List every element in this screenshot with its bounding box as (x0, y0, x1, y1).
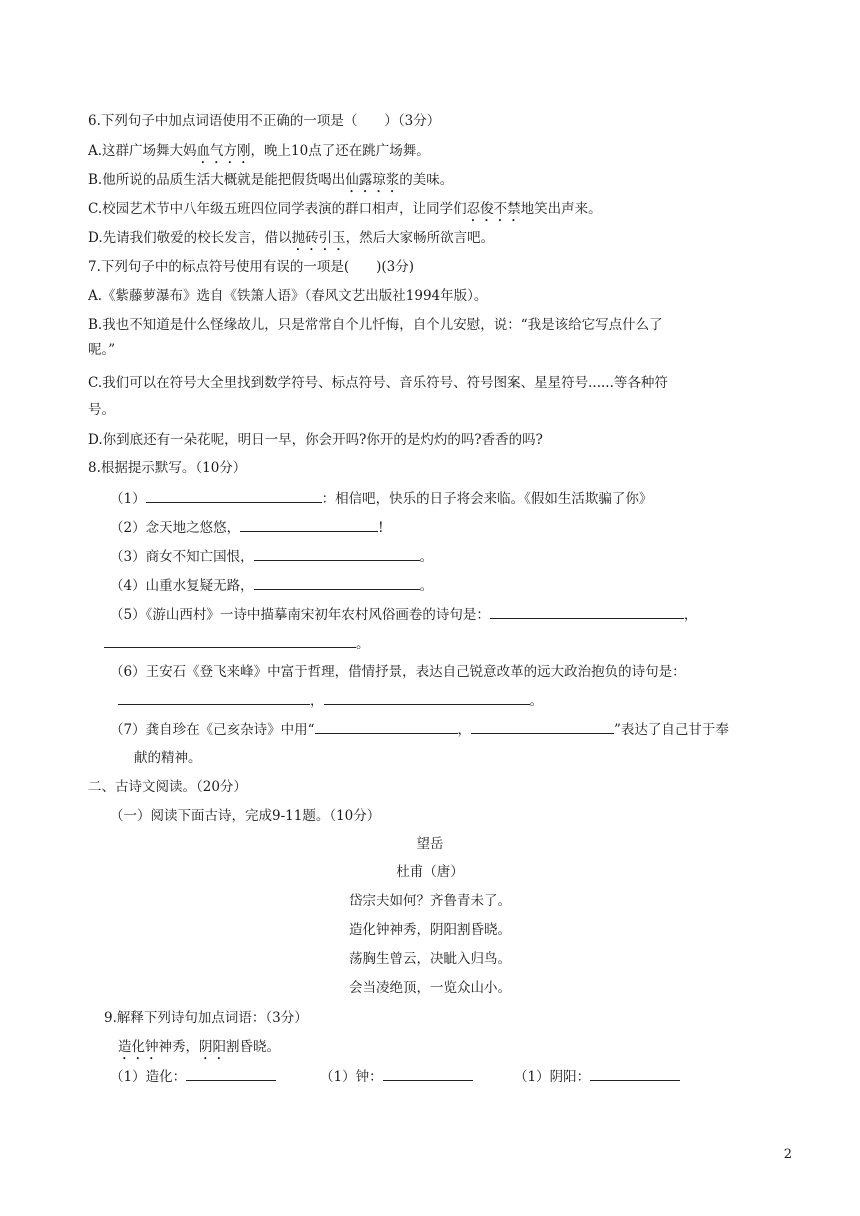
q8-item-3: （3）商女不知亡国恨， 。 (110, 546, 433, 567)
answer-blank[interactable] (254, 546, 420, 561)
q8-item-7-line2: 献的精神。 (134, 750, 202, 766)
q6-option-c: C.校园艺术节中八年级五班四位同学表演的群口相声，让同学们忍俊不禁地笑出声来。 (88, 201, 602, 217)
q9-sentence: 造化钟神秀，阴阳割昏晓。 (118, 1039, 280, 1055)
q7-option-b-line1: B.我也不知道是什么怪缘故儿，只是常常自个儿忏悔，自个儿安慰，说：“我是该给它写点什么了 (88, 317, 663, 333)
emphasized-word: 血气方刚 (196, 143, 251, 159)
q6-option-b: B.他所说的品质生活大概就是能把假货喝出仙露琼浆的美味。 (88, 172, 454, 188)
poem-line: 会当凌绝顶，一览众山小。 (349, 980, 511, 996)
emphasized-word: 造化 (118, 1039, 145, 1055)
answer-blank[interactable] (240, 517, 378, 532)
poem-line: 岱宗夫如何？齐鲁青未了。 (349, 893, 511, 909)
q8-stem: 8.根据提示默写。（10分） (88, 460, 247, 476)
emphasized-word: 阴阳 (199, 1039, 226, 1055)
poem-line: 荡胸生曾云，决眦入归鸟。 (349, 951, 511, 967)
q7-option-a: A.《紫藤萝瀑布》选自《铁箫人语》（春风文艺出版社1994年版）。 (88, 288, 488, 304)
answer-blank[interactable] (590, 1066, 680, 1081)
q8-item-1: （1） ：相信吧，快乐的日子将会来临。《假如生活欺骗了你》 (110, 488, 652, 509)
q9-item-1: （1）造化： (110, 1066, 276, 1087)
poem-author: 杜甫（唐） (396, 864, 464, 880)
poem-line: 造化钟神秀，阴阳割昏晓。 (349, 922, 511, 938)
subsection-title: （一）阅读下面古诗，完成9-11题。（10分） (110, 808, 381, 824)
page-number: 2 (783, 1147, 792, 1162)
answer-blank[interactable] (324, 690, 530, 705)
q7-option-c-line2: 号。 (88, 402, 115, 418)
emphasized-word: 抛砖引玉 (291, 230, 346, 246)
q7-option-b-line2: 呢。” (88, 342, 116, 358)
poem-title: 望岳 (416, 836, 444, 852)
q8-item-5-line2: 。 (104, 633, 370, 654)
q7-option-d: D.你到底还有一朵花呢，明日一早，你会开吗?你开的是灼灼的吗?香香的吗? (88, 432, 543, 448)
q9-item-2: （1）钟： (320, 1066, 473, 1087)
answer-blank[interactable] (118, 690, 310, 705)
emphasized-word: 仙露琼浆 (345, 172, 400, 188)
answer-blank[interactable] (471, 719, 614, 734)
answer-blank[interactable] (254, 575, 420, 590)
emphasized-word: 钟 (145, 1039, 159, 1055)
q6-option-a: A.这群广场舞大妈血气方刚，晚上10点了还在跳广场舞。 (88, 143, 430, 159)
emphasized-word: 忍俊不禁 (466, 201, 521, 217)
answer-blank[interactable] (186, 1066, 276, 1081)
q8-item-5-line1: （5）《游山西村》一诗中描摹南宋初年农村风俗画卷的诗句是： ， (110, 604, 697, 625)
section-title: 二、古诗文阅读。（20分） (88, 779, 247, 795)
answer-blank[interactable] (490, 604, 684, 619)
q7-option-c-line1: C.我们可以在符号大全里找到数学符号、标点符号、音乐符号、符号图案、星星符号......等各种符 (88, 375, 668, 391)
answer-blank[interactable] (104, 633, 356, 648)
q8-item-6-line2: ， 。 (118, 690, 543, 711)
q7-stem: 7.下列句子中的标点符号使用有误的一项是( )(3分) (88, 259, 415, 275)
q8-item-7-line1: （7）龚自珍在《己亥杂诗》中用“ ， ”表达了自己甘于奉 (110, 719, 729, 740)
q6-stem: 6.下列句子中加点词语使用不正确的一项是（ ）（3分） (88, 113, 441, 129)
q8-item-4: （4）山重水复疑无路， 。 (110, 575, 433, 596)
q6-option-d: D.先请我们敬爱的校长发言，借以抛砖引玉，然后大家畅所欲言吧。 (88, 230, 495, 246)
answer-blank[interactable] (383, 1066, 473, 1081)
answer-blank[interactable] (146, 488, 322, 503)
q9-item-3: （1）阴阳： (514, 1066, 680, 1087)
answer-blank[interactable] (315, 719, 458, 734)
q8-item-6-line1: （6）王安石《登飞来峰》中富于哲理，借情抒景，表达自己锐意改革的远大政治抱负的诗句是： (110, 664, 686, 680)
q8-item-2: （2）念天地之悠悠， ! (110, 517, 384, 538)
q9-stem: 9.解释下列诗句加点词语：（3分） (104, 1010, 308, 1026)
